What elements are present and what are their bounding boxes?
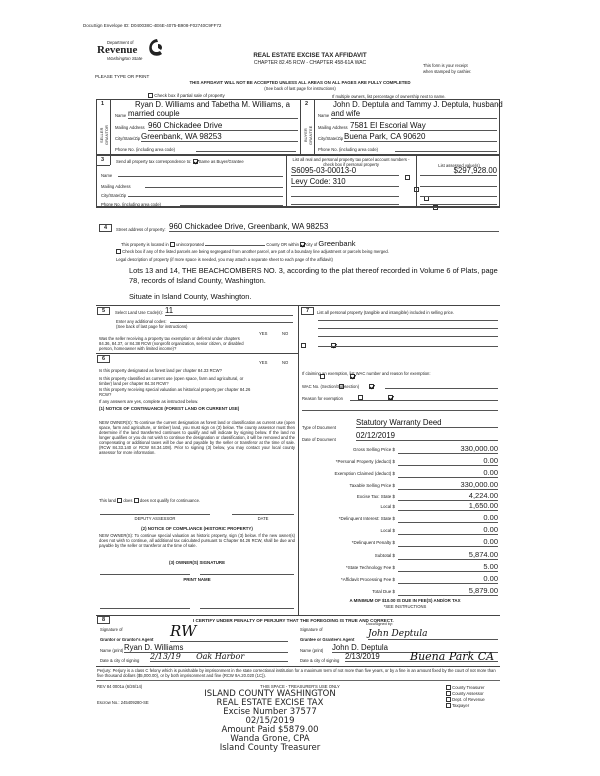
buyer-address[interactable]: 7581 El Escorial Way: [350, 121, 497, 131]
divider: [96, 615, 500, 616]
wac-label: WAC No. (Section/Subsection): [302, 384, 360, 389]
parcel-number-2[interactable]: Levy Code: 310: [291, 177, 399, 187]
parcel-number-1[interactable]: S6095-03-00013-0: [291, 166, 399, 176]
tax-row-label: Total Due $: [372, 589, 395, 594]
reason-label: Reason for exemption: [302, 396, 343, 401]
county-input[interactable]: [205, 245, 265, 246]
deputy-assessor-label: DEPUTY ASSESSOR: [134, 516, 176, 521]
see-back-note: (See back of last page for instructions): [264, 86, 336, 91]
warning-text: THIS AFFIDAVIT WILL NOT BE ACCEPTED UNLESS ALL AREAS ON ALL PAGES ARE FULLY COMPLETED: [189, 80, 411, 85]
parcel-header: List all real and personal property tax parcel account numbers - check box if personal property: [292, 157, 410, 168]
tax-row: [310, 525, 500, 535]
additional-codes-label: Enter any additional codes:: [116, 319, 167, 324]
seller-address[interactable]: 960 Chickadee Drive: [148, 121, 298, 131]
tax-row-label: *Delinquent Interest: State $: [338, 516, 395, 521]
personal-property-line-4[interactable]: [318, 346, 498, 347]
grantee-signature-of-label: Signature of: [300, 627, 323, 632]
buyer-address-label: Mailing Address: [318, 125, 348, 130]
personal-property-line-3[interactable]: [318, 336, 498, 337]
treasurer-use-label: THIS SPACE - TREASURER'S USE ONLY: [260, 684, 340, 689]
reason-line-2[interactable]: [302, 410, 498, 411]
divider: [286, 155, 287, 207]
tax-row-label: Local $: [380, 528, 395, 533]
does-label: does: [123, 498, 133, 503]
copy-label: County Assessor: [452, 691, 484, 696]
notice-continuance-title: (1) NOTICE OF CONTINUANCE (FOREST LAND OR CURRENT USE): [99, 406, 240, 411]
excise-tax-local[interactable]: 1,650.00: [398, 501, 498, 511]
doc-type[interactable]: Statutory Warranty Deed: [356, 418, 498, 428]
seller-name-line2[interactable]: married couple: [128, 109, 298, 119]
tax-row-label: *Delinquent Penalty $: [351, 540, 395, 545]
multiple-owners-note: If multiple owners, list percentage of ownership next to name.: [332, 94, 446, 99]
checkbox-icon[interactable]: [446, 697, 451, 702]
treasurer-title: Island County Treasurer: [219, 743, 321, 753]
treasurer-name: Wanda Grone, CPA: [230, 734, 310, 744]
segregated-label: Check box if any of the listed parcels are being segregated from another parcel, are part of a boundary line adjustment or parcels being merged.: [122, 249, 389, 254]
seller-name-line1[interactable]: Ryan D. Williams and Tabetha M. Williams, a: [135, 100, 290, 109]
tax-row-label: *Affidavit Processing Fee $: [341, 577, 395, 582]
grantee-name[interactable]: John D. Deptula: [332, 643, 498, 653]
tax-row: [310, 480, 500, 490]
divider: [96, 207, 500, 208]
logo-name: Revenue: [97, 44, 138, 56]
delinquent-interest-state[interactable]: 0.00: [398, 513, 498, 523]
location-line: [121, 239, 356, 248]
state-technology-fee[interactable]: 5.00: [398, 562, 498, 572]
tax-row: [310, 501, 500, 511]
divider: [314, 99, 315, 155]
tax-row-label: Subtotal $: [374, 553, 395, 558]
certify-statement: I CERTIFY UNDER PENALTY OF PERJURY THAT THE FOREGOING IS TRUE AND CORRECT.: [193, 618, 394, 623]
legal-description-line2[interactable]: 78, records of Island County, Washington.: [129, 276, 266, 285]
doc-date-label: Date of Document: [302, 437, 336, 442]
print-name-label: PRINT NAME: [183, 577, 211, 582]
within-city-checkbox[interactable]: [300, 242, 305, 247]
dor-logo: [95, 40, 185, 72]
tax-row: [310, 444, 500, 454]
assessed-value-4[interactable]: [420, 197, 497, 205]
seller-city-label: City/State/Zip: [115, 136, 141, 141]
divider: [96, 353, 298, 354]
street-address[interactable]: 960 Chickadee Drive, Greenbank, WA 98253: [169, 222, 499, 232]
personal-property-deduct[interactable]: 0.00: [398, 456, 498, 466]
corr-name-label: Name: [101, 173, 113, 178]
buyer-phone-label: Phone No. (including area code): [318, 147, 379, 152]
treasurer-stamp: [160, 690, 380, 753]
buyer-city[interactable]: Buena Park, CA 90620: [344, 132, 497, 142]
doc-date[interactable]: 02/12/2019: [356, 431, 498, 441]
tax-row: [310, 491, 500, 501]
docusign-envelope-id: DocuSign Envelope ID: D040038C-4E6E-4075-B908-F02740C9FF72: [83, 23, 222, 28]
tax-row: [310, 562, 500, 572]
owner-signature-line-1[interactable]: [100, 574, 190, 575]
yes-header: YES: [259, 331, 268, 336]
land-use-code[interactable]: 11: [165, 306, 293, 316]
tax-row: [310, 574, 500, 584]
correspondence-label: Send all property tax correspondence to:: [116, 159, 192, 164]
divider: [110, 155, 111, 165]
exemption-yes-checkbox[interactable]: [301, 343, 306, 348]
subtotal[interactable]: 5,874.00: [398, 550, 498, 560]
section-1-number: 1: [101, 101, 105, 107]
form-revision: REV 84 0001a (6/26/14): [97, 684, 143, 689]
segregated-line: [116, 249, 389, 254]
tax-row-label: *Personal Property (deduct) $: [335, 459, 395, 464]
copy-label: Taxpayer: [452, 703, 470, 708]
unincorporated-label: unincorporated: [176, 242, 204, 247]
checkbox-icon[interactable]: [148, 93, 153, 98]
grantee-city[interactable]: Buena Park CA: [410, 650, 495, 663]
current-use-question: Is this property classified as current use (open space, farm and agricultural, or timber) land per chapter 84.34 RCW?: [99, 376, 244, 387]
personal-property-label: List all personal property (tangible and intangible) included in selling price.: [317, 310, 455, 315]
see-instructions-note: *SEE INSTRUCTIONS: [383, 604, 427, 609]
assessor-date-label: DATE: [257, 516, 269, 521]
partial-sale-checkbox[interactable]: [148, 93, 225, 98]
legal-description-label: Legal description of property (if more space is needed, you may attach a separate sheet to each page of the affidavit): [116, 257, 333, 262]
forest-land-question: Is this property designated as forest land per chapter 84.33 RCW?: [99, 368, 222, 373]
section-8-number: 8: [97, 616, 110, 624]
assessed-header: List assessed value(s): [438, 163, 480, 168]
dor-swirl-logo-icon: [147, 38, 165, 58]
tax-row: [310, 468, 500, 478]
checkbox-icon[interactable]: [446, 691, 451, 696]
partial-sale-label: Check box if partial sale of property: [154, 93, 225, 98]
grantor-signature-of-label: Signature of: [100, 627, 123, 632]
divider: [96, 666, 500, 667]
form-subtitle: CHAPTER 82.45 RCW - CHAPTER 458-61A WAC: [253, 60, 367, 66]
escrow-number: Escrow No.: 245409280-SE: [97, 700, 149, 705]
excise-number: Excise Number 37577: [223, 707, 317, 717]
doc-type-label: Type of Document: [302, 425, 336, 430]
total-due[interactable]: 5,879.00: [398, 586, 498, 596]
column-divider: [298, 305, 299, 615]
yes-header: YES: [259, 360, 268, 365]
tax-row: [310, 456, 500, 466]
city-name[interactable]: Greenbank: [318, 239, 356, 248]
taxable-selling-price[interactable]: 330,000.00: [398, 480, 498, 490]
grantee-date[interactable]: 2/13/2019: [345, 652, 498, 662]
copy-label: County Treasurer: [452, 685, 485, 690]
section-6-number: 6: [97, 355, 110, 363]
personal-property-checkbox-1[interactable]: [405, 175, 410, 180]
exemption-question: Was the seller receiving a property tax exemption or deferral under chapters 84.36, 84.37, or 84.38 RCW (nonprofit organization, senior citizen, or disabled person, homeowner with limited income)?: [99, 336, 244, 352]
exemption-claim-label: If claiming an exemption, list WAC number and reason for exemption:: [302, 371, 431, 376]
excise-tax-state[interactable]: 4,224.00: [398, 491, 498, 501]
checkbox-icon[interactable]: [446, 685, 451, 690]
deputy-assessor-line[interactable]: [100, 514, 210, 515]
seller-address-label: Mailing Address: [115, 125, 145, 130]
tax-row-label: Exemption Claimed (deduct) $: [334, 471, 395, 476]
corr-address-input[interactable]: [145, 183, 283, 188]
divider: [300, 99, 301, 155]
grantee-date-city-label: Date & city of signing: [300, 658, 340, 663]
gross-selling-price[interactable]: 330,000.00: [398, 444, 498, 454]
legal-description-line3[interactable]: Situate in Island County, Washington.: [129, 292, 252, 301]
tax-row-label: Gross Selling Price $: [352, 447, 395, 452]
notice-continuance-text: NEW OWNER(S): To continue the current designation as forest land or classification as current use (open space, farm and agriculture, or timber) land, you must sign on (3) below. The county assessor must then determine if the land transferred continues to qualify and will indicate by signing below. If the land no longer qualifies or you do not wish to continue the designation or classification, it will be removed and the compensating or additional taxes will be due and payable by the seller or transferor at the time of sale. (RCW 84.33.140 or RCW 84.34.108). Prior to signing (3) below, you may contact your local county assessor for more information.: [99, 420, 295, 456]
divider: [110, 99, 111, 155]
grantee-signature[interactable]: John Deptula: [368, 629, 498, 640]
delinquent-interest-local[interactable]: 0.00: [398, 525, 498, 535]
checkbox-icon[interactable]: [446, 703, 451, 708]
owner-signature-line-2[interactable]: [200, 574, 294, 575]
corr-phone-input[interactable]: [180, 201, 283, 206]
reason-input[interactable]: [350, 396, 498, 401]
buyer-name-line1[interactable]: John D. Deptula and Tammy J. Deptula, husband: [333, 100, 503, 109]
buyer-city-label: City/State/Zip: [318, 136, 344, 141]
city-of-label: city of: [306, 242, 318, 247]
grantor-name-print-label: Name (print): [100, 648, 124, 653]
copy-taxpayer[interactable]: [446, 703, 485, 709]
additional-codes-input[interactable]: [170, 318, 293, 323]
corr-address-label: Mailing Address: [101, 184, 131, 189]
no-header: NO: [282, 331, 289, 336]
assessed-value-1[interactable]: $297,928.00: [420, 166, 497, 176]
grantor-signature[interactable]: RW: [170, 622, 288, 642]
corr-city-label: City/State/Zip: [101, 193, 127, 198]
affidavit-processing-fee[interactable]: 0.00: [398, 574, 498, 584]
perjury-notice: Perjury: Perjury is a class C felony which is punishable by imprisonment in the state correctional institution for a maximum term of not more than five years, or by a fine in an amount fixed by the court of not more than five thousand dollars ($5,000.00), or by both imprisonment and fine (RCW 9A.20.020 (1C)).: [97, 668, 496, 679]
owner-signature-title: (3) OWNER(S) SIGNATURE: [168, 560, 226, 565]
minimum-due-note: A MINIMUM OF $10.00 IS DUE IN FEE(S) AND/OR TAX: [349, 598, 461, 603]
if-yes-note: If any answers are yes, complete as instructed below.: [99, 399, 199, 404]
parcel-number-3[interactable]: [291, 188, 399, 197]
corr-city-input[interactable]: [128, 192, 283, 197]
section-3-number: 3: [101, 157, 105, 163]
current-use-no-checkbox[interactable]: [369, 384, 374, 389]
legal-description-line1[interactable]: Lots 13 and 14, THE BEACHCOMBERS NO. 3, according to the plat thereof recorded in Volume 6 of Plats, page: [129, 266, 498, 275]
receipt-note-1: This form is your receipt: [423, 63, 468, 68]
divider: [416, 155, 417, 207]
exemption-claimed-deduct[interactable]: 0.00: [398, 468, 498, 478]
delinquent-penalty[interactable]: 0.00: [398, 537, 498, 547]
docusigned-by-label: DocuSigned by:: [366, 622, 393, 626]
grantor-name[interactable]: Ryan D. Williams: [124, 643, 288, 653]
assessed-value-2[interactable]: [420, 177, 497, 187]
buyer-name-line2[interactable]: and wife: [331, 109, 497, 119]
tax-row: [310, 537, 500, 547]
divider: [96, 165, 110, 166]
tax-row: [310, 586, 500, 596]
copy-distribution: [446, 685, 485, 709]
seller-phone-label: Phone No. (including area code): [115, 147, 176, 152]
stamp-line: REAL ESTATE EXCISE TAX: [216, 698, 324, 708]
continuance-line: [99, 498, 200, 503]
amount-paid: Amount Paid $5879.00: [221, 725, 319, 735]
no-header: NO: [282, 360, 289, 365]
grantee-agent-label: Grantee or Grantee's Agent: [300, 637, 355, 642]
correspondence-line: [116, 159, 244, 164]
grantor-date-city[interactable]: 2/13/19 Oak Harbor: [150, 652, 288, 662]
personal-property-line-1[interactable]: [318, 320, 498, 321]
additional-codes-note: (See back of last page for instructions): [116, 324, 188, 329]
does-not-label: does not qualify for continuance.: [139, 498, 201, 503]
same-as-buyer-checkbox[interactable]: [193, 159, 198, 164]
corr-name-input[interactable]: [118, 172, 283, 177]
section-5-number: 5: [97, 307, 110, 315]
street-address-label: Street address of property:: [116, 227, 166, 232]
personal-property-line-2[interactable]: [318, 328, 498, 329]
copy-label: Dept. of Revenue: [452, 697, 485, 702]
seller-phone-input[interactable]: [196, 147, 296, 152]
assessed-value-3[interactable]: [420, 188, 497, 197]
logo-dept: Department of: [107, 40, 134, 45]
historic-question: Is this property receiving special valuation as historical property per chapter 84.26 RCW?: [99, 387, 251, 398]
stamp-line: ISLAND COUNTY WASHINGTON: [204, 689, 336, 699]
notice-compliance-text: NEW OWNER(S): To continue special valuation as historic property, sign (3) below. If the new owner(s) does not wish to continue, all additional tax calculated pursuant to Chapter 84.26 RCW, shall be due and payable by the seller or transferor at the time of sale.: [99, 533, 295, 549]
seller-city[interactable]: Greenbank, WA 98253: [141, 132, 298, 142]
print-name-line-1[interactable]: [100, 608, 190, 609]
buyer-phone-input[interactable]: [395, 147, 497, 152]
buyer-name-label: Name: [318, 113, 330, 118]
same-as-buyer-label: Same as Buyer/Grantee: [198, 159, 244, 164]
wac-input[interactable]: [385, 384, 498, 389]
tax-row: [310, 550, 500, 560]
parcel-number-4[interactable]: [291, 197, 399, 205]
seller-name-label: Name: [115, 113, 127, 118]
notice-compliance-title: (2) NOTICE OF COMPLIANCE (HISTORIC PROPERTY): [141, 526, 253, 531]
receipt-note-2: when stamped by cashier.: [423, 69, 472, 74]
tax-row-label: Taxable Selling Price $: [349, 483, 395, 488]
land-use-label: Select Land Use Code(s):: [115, 310, 163, 315]
section-4-number: 4: [99, 224, 112, 232]
seller-grantor-label: SELLER GRANTOR: [99, 125, 109, 145]
logo-state: Washington State: [107, 56, 143, 61]
print-name-line-2[interactable]: [200, 608, 294, 609]
does-qualify-checkbox[interactable]: [117, 498, 122, 503]
please-type: PLEASE TYPE OR PRINT: [95, 74, 150, 79]
corr-phone-label: Phone No. (including area code): [101, 202, 162, 207]
this-land-label: This land: [99, 498, 116, 503]
buyer-grantee-label: BUYER GRANTEE: [303, 125, 313, 145]
county-or-label: County OR within: [266, 242, 299, 247]
grantor-date-city-label: Date & city of signing: [100, 658, 140, 663]
unincorporated-checkbox[interactable]: [170, 242, 175, 247]
section-7-number: 7: [301, 307, 314, 315]
segregated-checkbox[interactable]: [116, 249, 121, 254]
section-2-number: 2: [305, 101, 309, 107]
form-title: REAL ESTATE EXCISE TAX AFFIDAVIT: [253, 52, 367, 59]
stamp-date: 02/15/2019: [245, 716, 295, 726]
assessor-date-line[interactable]: [232, 514, 294, 515]
does-not-qualify-checkbox[interactable]: [134, 498, 139, 503]
divider: [96, 680, 500, 681]
located-label: This property is located in: [121, 242, 169, 247]
personal-property-checkbox-2[interactable]: [414, 187, 419, 192]
tax-row-label: Excise Tax: State $: [356, 494, 395, 499]
tax-row-label: Local $: [380, 504, 395, 509]
grantor-agent-label: Grantor or Grantor's Agent: [100, 637, 154, 642]
tax-row: [310, 513, 500, 523]
tax-row-label: *State Technology Fee $: [346, 565, 395, 570]
grantee-name-print-label: Name (print): [300, 648, 324, 653]
